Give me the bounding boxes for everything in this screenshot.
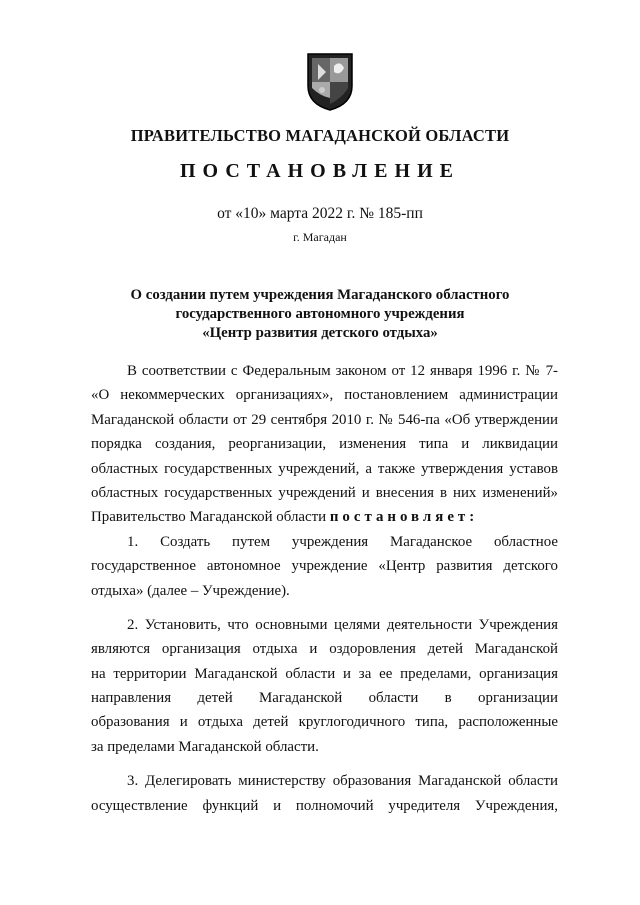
date-number: от «10» марта 2022 г. № 185-пп <box>217 205 423 222</box>
document-title <box>0 286 640 343</box>
body-line: на территории Магаданской области и за ее пределами, организация <box>91 665 558 682</box>
body-line: областных государственных учреждений, а также утверждения уставов <box>91 460 558 477</box>
body-line: отдыха» (далее – Учреждение). <box>91 582 290 599</box>
body-line: порядка создания, реорганизации, изменения типа и ликвидации <box>91 436 558 453</box>
paragraph-gap <box>91 603 558 613</box>
body-line: «О некоммерческих организациях», постановлением администрации <box>91 387 558 404</box>
document-body <box>91 359 558 818</box>
body-line: Магаданской области от 29 сентября 2010 г. № 546-па «Об утверждении <box>91 411 558 428</box>
body-line: за пределами Магаданской области. <box>91 738 319 755</box>
body-line: областных государственных учреждений и внесения в них изменений» <box>91 484 558 501</box>
city: г. Магадан <box>293 230 347 244</box>
body-line: Правительство Магаданской области <box>91 509 327 526</box>
government-name: ПРАВИТЕЛЬСТВО МАГАДАНСКОЙ ОБЛАСТИ <box>130 126 510 145</box>
body-line: направления детей Магаданской области в организации <box>91 690 558 707</box>
title-line: О создании путем учреждения Магаданского областного <box>130 287 510 303</box>
body-line: являются организация отдыха и оздоровления детей Магаданской <box>91 641 558 658</box>
body-line: В соответствии с Федеральным законом от 12 января 1996 г. № 7- <box>127 363 558 379</box>
body-line: осуществление функций и полномочий учредителя Учреждения, <box>91 797 558 814</box>
body-line: государственное автономное учреждение «Центр развития детского <box>91 558 558 575</box>
title-line: «Центр развития детского отдыха» <box>202 325 438 341</box>
paragraph-gap <box>91 759 558 769</box>
body-line: 2. Установить, что основными целями деятельности Учреждения <box>127 616 558 633</box>
coat-of-arms-icon <box>304 52 356 112</box>
document-type: ПОСТАНОВЛЕНИЕ <box>180 160 460 182</box>
body-line: образования и отдыха детей круглогодичного типа, расположенные <box>91 714 558 731</box>
decree-word: постановляет: <box>329 509 479 526</box>
body-line: 1. Создать путем учреждения Магаданское областное <box>127 533 558 550</box>
decree-line <box>91 505 558 529</box>
body-line: 3. Делегировать министерству образования Магаданской области <box>127 773 558 790</box>
title-line: государственного автономного учреждения <box>175 306 465 322</box>
